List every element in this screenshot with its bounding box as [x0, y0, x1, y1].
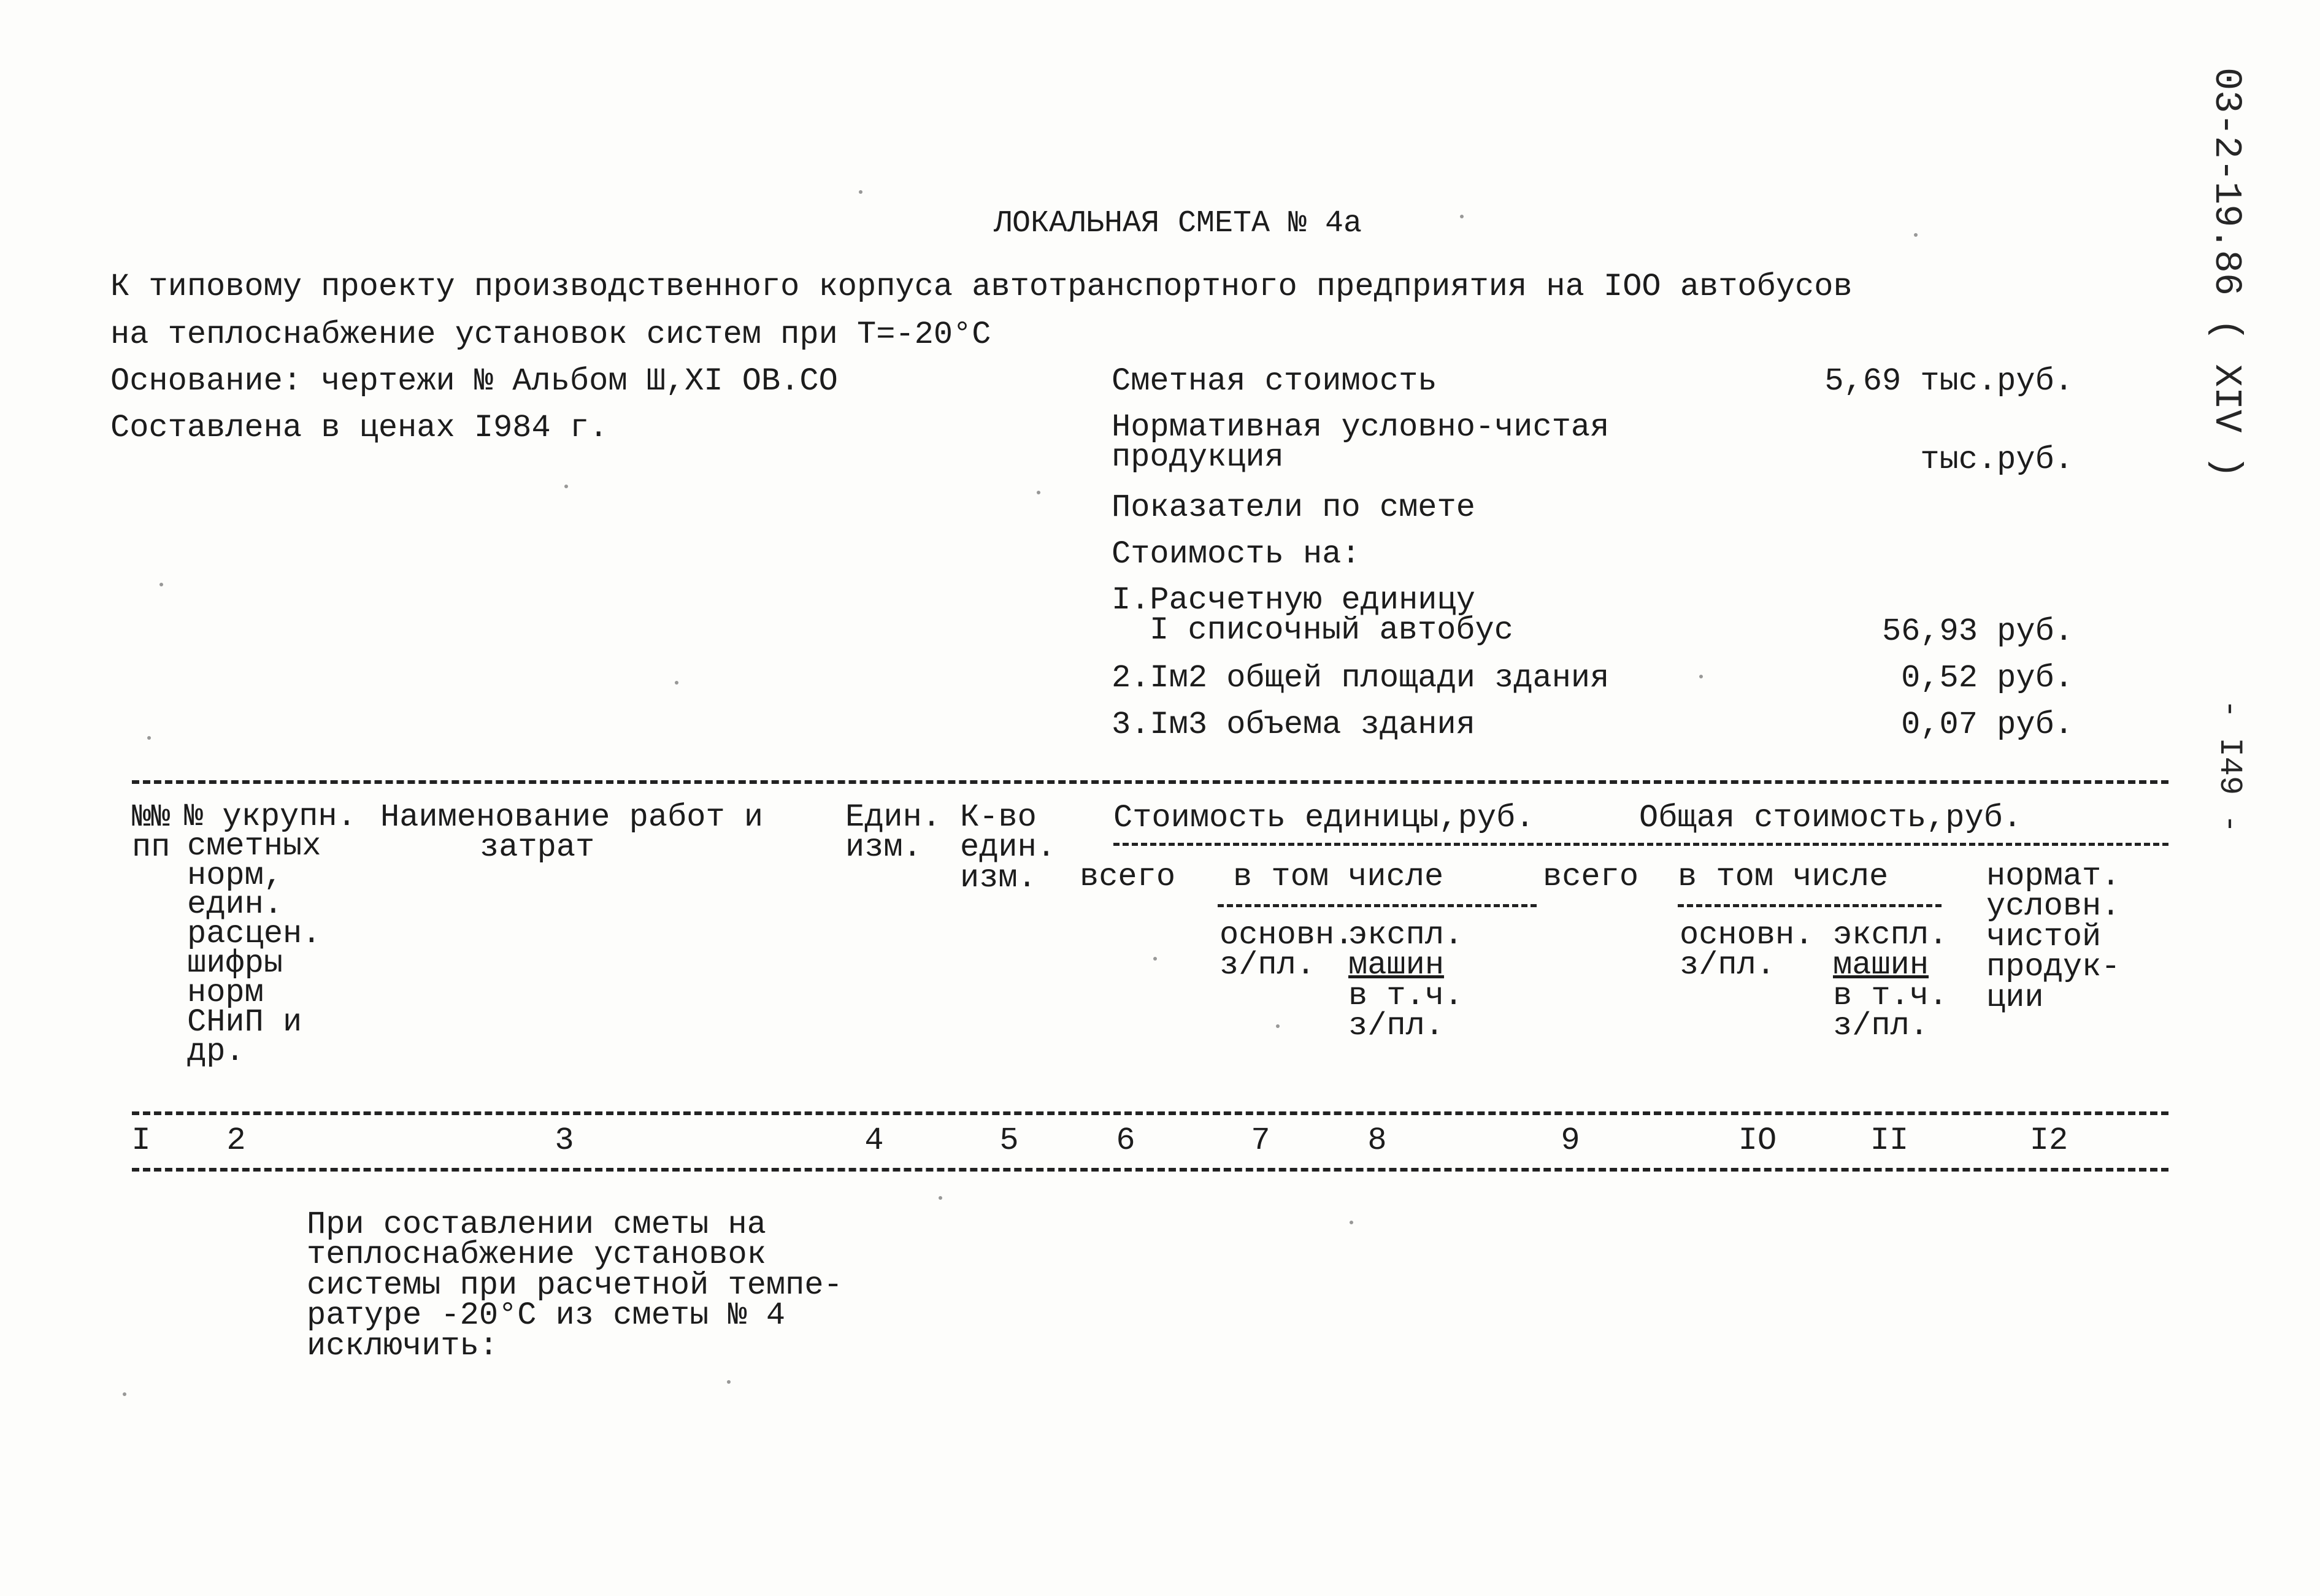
- scan-speck: [727, 1380, 731, 1384]
- col-number-8: 8: [1367, 1122, 1387, 1159]
- margin-document-code: 03-2-19.86 ( XIV ): [2205, 67, 2248, 478]
- col-number-10: IO: [1738, 1122, 1777, 1159]
- normative-unit: тыс.руб.: [1920, 442, 2073, 478]
- scan-speck: [159, 583, 163, 586]
- col-number-5: 5: [999, 1122, 1019, 1159]
- cost-label: Сметная стоимость: [1112, 363, 1437, 399]
- header-col-4: Един. изм.: [845, 799, 942, 866]
- col-number-12: I2: [2029, 1122, 2068, 1159]
- header-subrule-1: [1113, 843, 2168, 846]
- project-line: К типовому проекту производственного корпуса автотранспортного предприятия на IOO автобусов: [110, 269, 1853, 305]
- scan-speck: [1350, 1221, 1353, 1224]
- col-number-3: 3: [555, 1122, 574, 1159]
- header-total-machine: экспл. машин в т.ч. з/пл.: [1833, 917, 1948, 1045]
- header-col-5: К-во един. изм.: [960, 799, 1056, 896]
- scan-speck: [1460, 215, 1464, 218]
- cost-per-label: Стоимость на:: [1112, 536, 1361, 572]
- header-col-1: №№ пп: [132, 799, 171, 866]
- header-unit-machine: экспл. машин в т.ч. з/пл.: [1348, 917, 1464, 1045]
- scan-speck: [147, 736, 151, 740]
- scan-speck: [564, 485, 568, 488]
- scan-speck: [123, 1392, 126, 1396]
- col-number-7: 7: [1251, 1122, 1270, 1159]
- indicator-2-label: 2.Iм2 общей площади здания: [1112, 660, 1610, 696]
- header-total-base-pay: основн. з/пл.: [1680, 917, 1814, 984]
- margin-page-number: - I49 -: [2211, 699, 2248, 834]
- col-number-1: I: [131, 1122, 151, 1159]
- indicators-title: Показатели по смете: [1112, 489, 1475, 526]
- numbers-bottom-rule: [132, 1168, 2168, 1172]
- indicator-1-value: 56,93 руб.: [1881, 613, 2073, 650]
- header-total-incl: в том числе: [1678, 859, 1889, 895]
- header-unit-cost: Стоимость единицы,руб.: [1113, 800, 1535, 836]
- scan-speck: [675, 681, 678, 685]
- heating-line: на теплоснабжение установок систем при Т=-20°С: [110, 317, 991, 353]
- header-normative: нормат. условн. чистой продук- ции: [1986, 858, 2121, 1016]
- header-subrule-2: [1218, 904, 1537, 907]
- scan-speck: [1153, 957, 1157, 961]
- col-number-2: 2: [226, 1122, 246, 1159]
- table-top-rule: [132, 780, 2168, 784]
- header-unit-base-pay: основн. з/пл.: [1220, 917, 1354, 984]
- indicator-3-label: 3.Iм3 объема здания: [1112, 707, 1475, 743]
- col-number-9: 9: [1561, 1122, 1580, 1159]
- indicator-2-value: 0,52 руб.: [1901, 660, 2073, 696]
- header-unit-all: всего: [1080, 859, 1176, 895]
- header-total-cost: Общая стоимость,руб.: [1639, 800, 2022, 836]
- basis-line: Основание: чертежи № Альбом Ш,XI ОВ.СО: [110, 363, 838, 399]
- cost-value: 5,69 тыс.руб.: [1824, 363, 2073, 399]
- col-number-4: 4: [864, 1122, 884, 1159]
- indicator-3-value: 0,07 руб.: [1901, 707, 2073, 743]
- header-unit-incl: в том числе: [1233, 859, 1444, 895]
- exclusion-note: При составлении сметы на теплоснабжение установок системы при расчетной темпе- ратуре -20°С из сметы № 4 исключить:: [307, 1207, 843, 1364]
- document-title: ЛОКАЛЬНАЯ СМЕТА № 4а: [993, 206, 1362, 241]
- header-col-2: № укрупн. сметных норм, един. расцен. шифры норм СНиП и др.: [184, 799, 356, 1070]
- col-number-11: II: [1870, 1122, 1909, 1159]
- scan-speck: [939, 1196, 942, 1200]
- numbers-top-rule: [132, 1111, 2168, 1115]
- scan-speck: [1699, 675, 1703, 678]
- scan-speck: [859, 190, 862, 194]
- normative-label: Нормативная условно-чистая продукция: [1112, 409, 1610, 476]
- header-subrule-3: [1678, 904, 1942, 907]
- scan-speck: [1037, 491, 1040, 494]
- header-col-3: Наименование работ и затрат: [380, 799, 764, 866]
- col-number-6: 6: [1116, 1122, 1135, 1159]
- scan-speck: [1276, 1024, 1280, 1028]
- header-total-all: всего: [1543, 859, 1639, 895]
- indicator-1-label: I.Расчетную единицу I списочный автобус: [1112, 582, 1513, 649]
- scan-speck: [1914, 233, 1918, 237]
- prices-line: Составлена в ценах I984 г.: [110, 410, 609, 446]
